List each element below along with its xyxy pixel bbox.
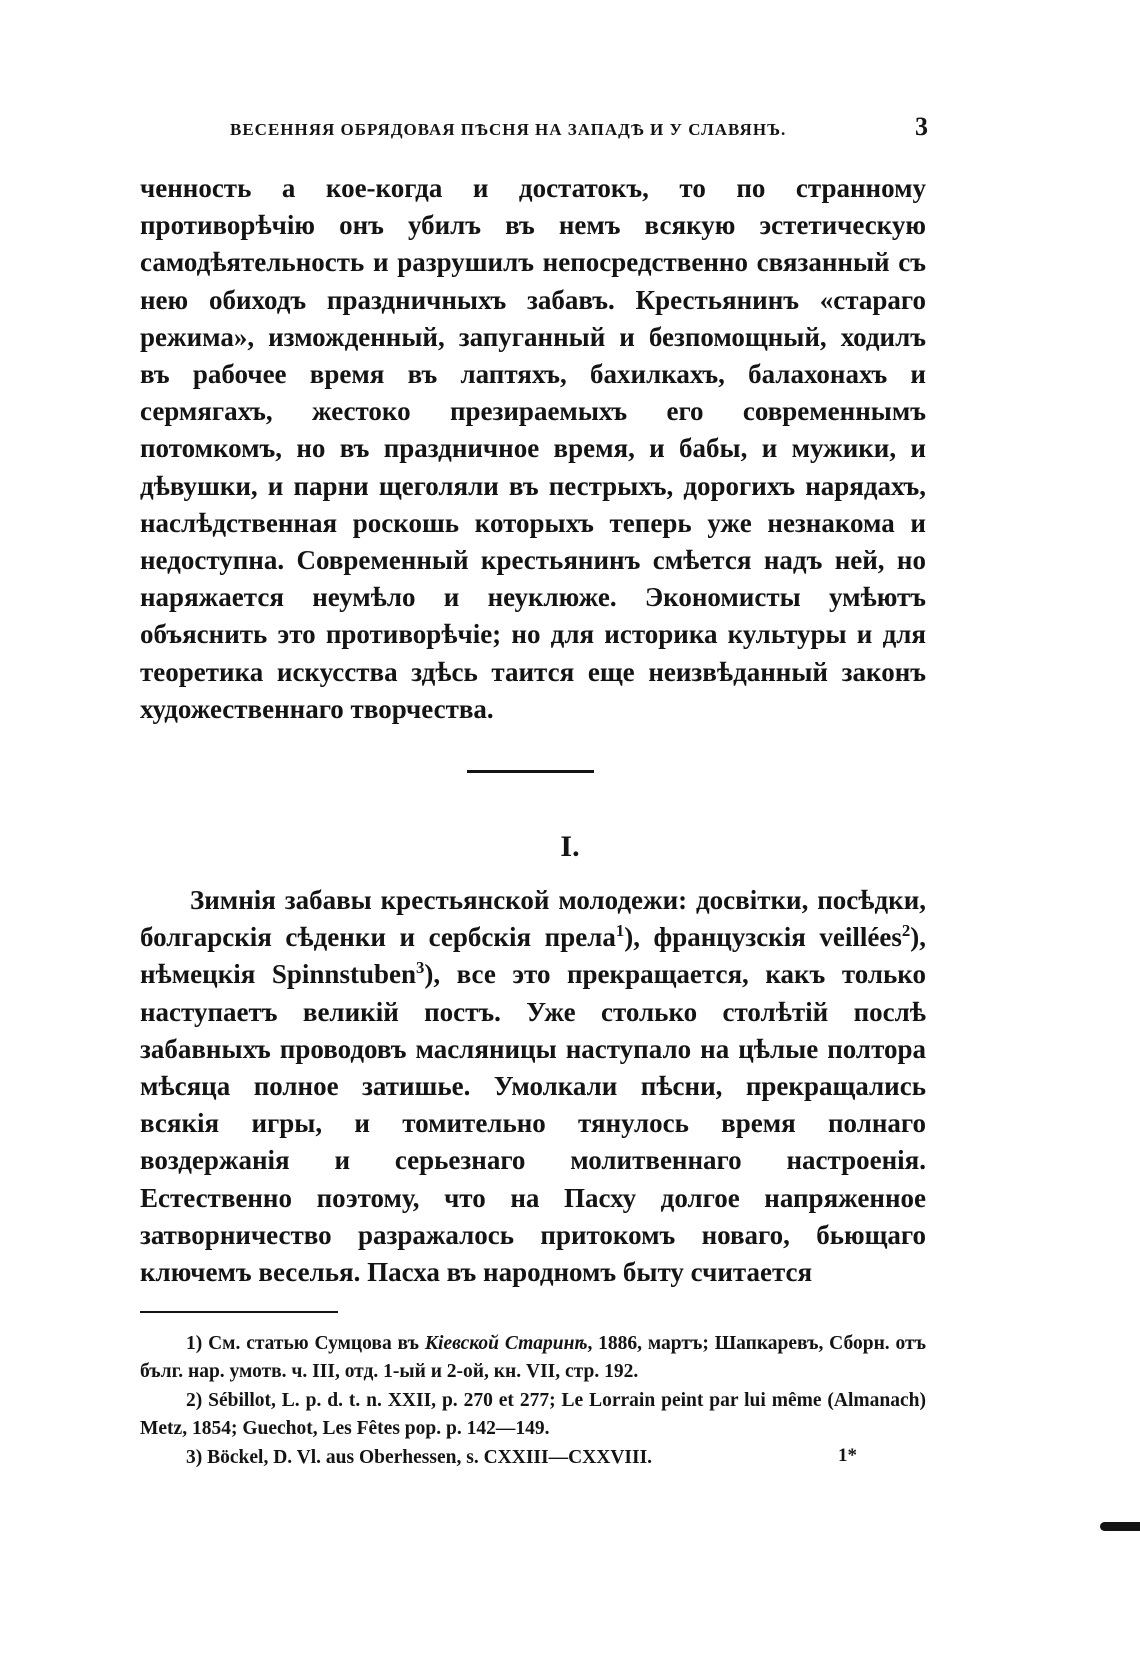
footnote — [140, 1330, 926, 1387]
page-number: 3 — [915, 112, 928, 141]
paragraph-continued: ченность а кое-когда и достатокъ, то по странному противорѣчію онъ убилъ въ немъ всякую эстетическую самодѣятельность и разрушилъ непосредственно связанный съ нею обиходъ праздничныхъ забавъ. Крестьянинъ «стараго режима», изможденный, запуганный и безпомощный, ходилъ въ рабочее время въ лаптяхъ, бахилкахъ, балахонахъ и сермягахъ, жестоко презираемыхъ его современнымъ потомкомъ, но въ праздничное время, и бабы, и мужики, и дѣвушки, и парни щеголяли въ пестрыхъ, дорогихъ нарядахъ, наслѣдственная роскошь которыхъ теперь уже незнакома и недоступна. Современный крестьянинъ смѣется надъ ней, но наряжается неумѣло и неуклюже. Экономисты умѣютъ объяснить это противорѣчіе; но для историка культуры и для теоретика искусства здѣсь таится еще неизвѣданный законъ художественнаго творчества. — [140, 173, 926, 724]
page-edge-mark — [1100, 1522, 1140, 1531]
footnote-rule — [140, 1311, 338, 1313]
running-head — [140, 112, 928, 142]
footnote-italic-title: Кіевской Старинѣ — [424, 1333, 588, 1354]
footnote-text: 3) Böckel, D. Vl. aus Oberhessen, s. CXXIII—CXXVIII. — [186, 1446, 653, 1468]
footnote — [140, 1387, 926, 1444]
footnote-text: 2) Sébillot, L. p. d. t. n. XXII, p. 270 et 277; Le Lorrain peint par lui même (Almanach) Metz, 1854; Guechot, Les Fêtes pop. p. 142—149. — [140, 1389, 926, 1440]
footnote-text: 1) См. статью Сумцова въ — [186, 1333, 425, 1354]
paragraph-text-part: ), все это прекращается, какъ только наступаетъ великій постъ. Уже столько столѣтій послѣ забавныхъ проводовъ масляницы наступало на цѣлые полтора мѣсяца полное затишье. Умолкали пѣсни, прекращались всякія игры, и томительно тянулось время полнаго воздержанія и серьезнаго молитвеннаго настроенія. Естественно поэтому, что на Пасху долгое напряженное затворничество разражалось притокомъ новаго, бьющаго ключемъ веселья. Пасха въ народномъ быту считается — [140, 959, 926, 1288]
footnote — [140, 1444, 926, 1472]
footnote-ref: 3 — [415, 958, 425, 978]
section-number: I. — [560, 830, 580, 863]
running-title: ВЕСЕННЯЯ ОБРЯДОВАЯ ПѢСНЯ НА ЗАПАДѢ И У СЛАВЯНЪ. — [230, 120, 787, 139]
paragraph-text-part: ), французскія veillées — [624, 922, 902, 953]
paragraph-text-part: ), нѣмецкія Spinnstuben — [140, 922, 927, 990]
footnote-ref: 2 — [901, 921, 911, 941]
paragraph-text-part: Зимнія забавы крестьянской молодежи: досвітки, посѣдки, болгарскія сѣденки и сербскія прела — [140, 885, 926, 953]
footnotes — [140, 1330, 926, 1472]
paragraph-section-one — [140, 882, 926, 1291]
section-divider — [467, 770, 594, 773]
signature-mark: 1* — [838, 1445, 857, 1466]
footnote-ref: 1 — [615, 921, 625, 941]
footnote-text: , 1886, мартъ; Шапкаревъ, Сборн. отъ бълг. нар. умотв. ч. III, отд. 1-ый и 2-ой, кн. VII, стр. 192. — [140, 1333, 926, 1383]
